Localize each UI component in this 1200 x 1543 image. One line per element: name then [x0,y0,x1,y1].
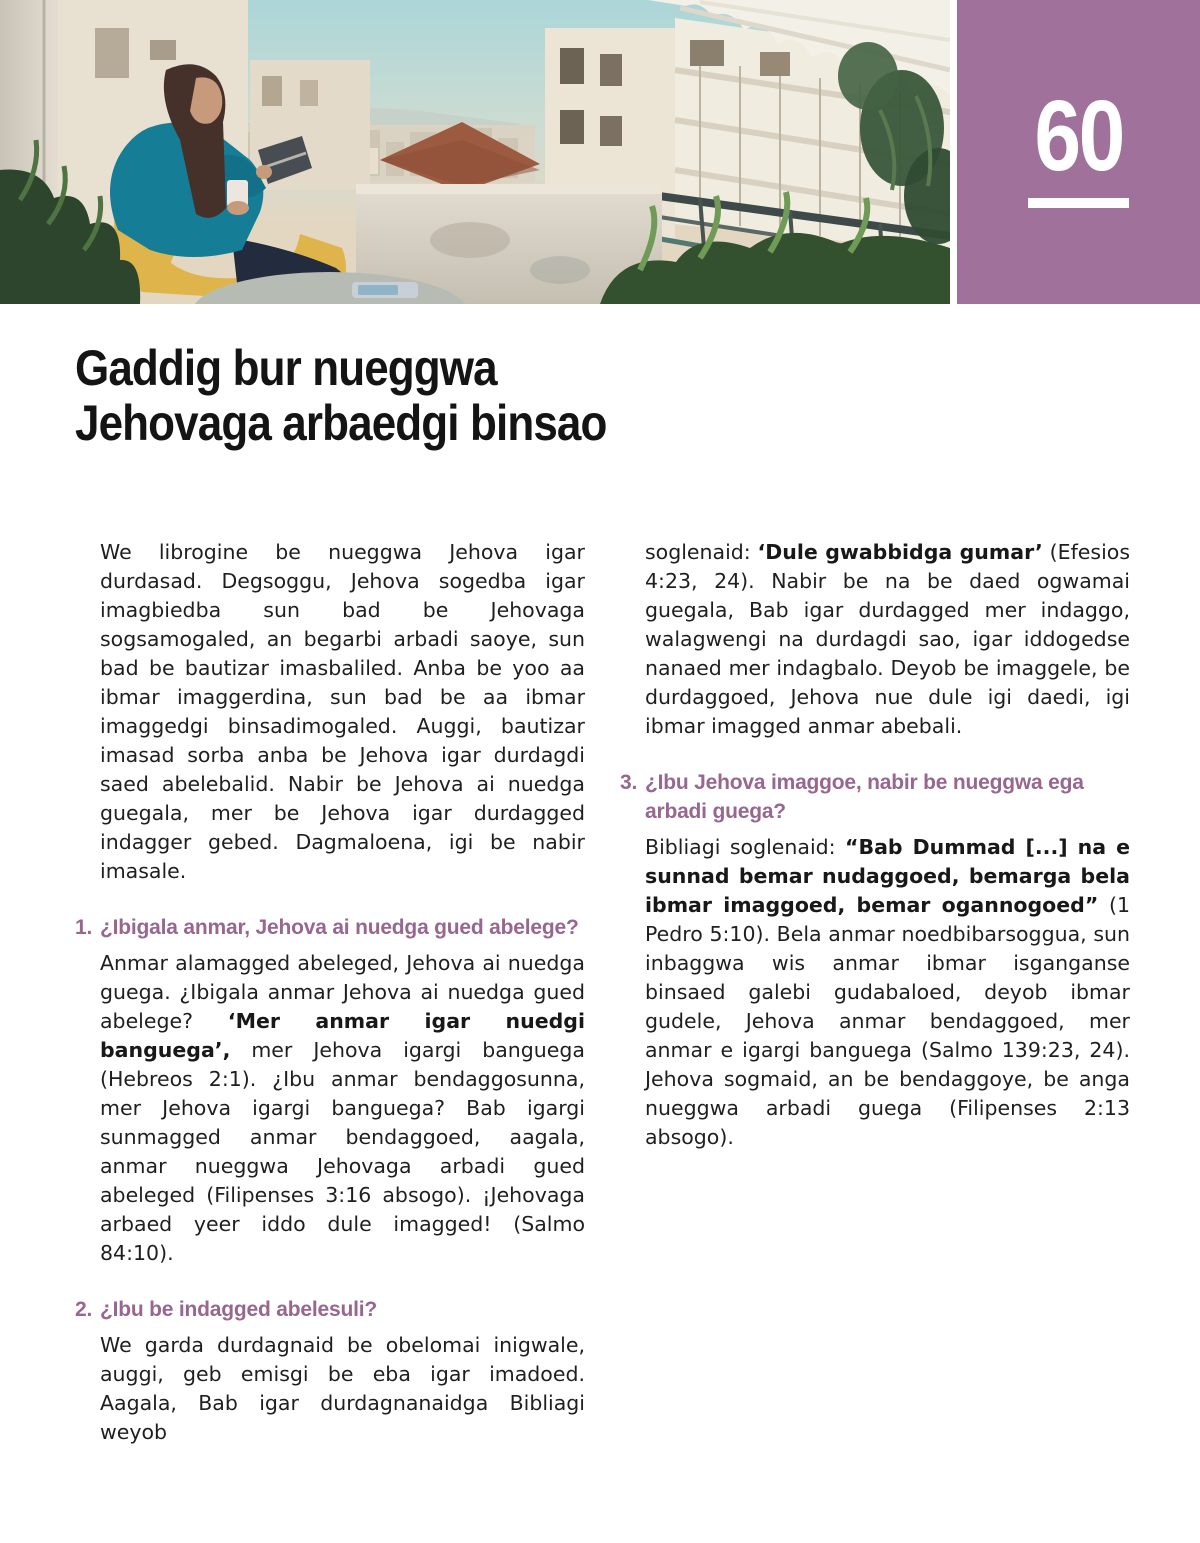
lesson-number-block [957,0,1200,304]
paragraph-text: soglenaid: [645,540,758,564]
question-heading [620,768,1130,826]
paragraph-text: We garda durdagnaid be obelomai inigwale, auggi, geb emisgi be eba igar imadoed. Aagala, Bab igar durdagnanaidga Bibliagi weyob [100,1333,585,1444]
question-text: ¿Ibu Jehova imaggoe, nabir be nueggwa ega arbadi guega? [645,771,1084,823]
page-title [75,341,607,451]
question-number: 2. [75,1298,93,1321]
paragraph-text: We librogine be nueggwa Jehova igar durdasad. Degsoggu, Jehova sogedba igar imagbiedba sun bad be Jehovaga sogsamogaled, an begarbi arbadi saoye, sun bad be bautizar imasbaliled. Anba be yoo aa ibmar imaggerdina, sun bad be aa ibmar imaggedgi binsadimogaled. Auggi, bautizar imasad sorba anba be Jehova igar durdagdi saed abelebalid. Nabir be Jehova ai nuedga guegala, mer be Jehova igar durdagged indagger gebed. Dagmaloena, igi be nabir imasale. [100,540,585,883]
question-heading [75,1295,585,1324]
page-title-line1: Gaddig bur nueggwa [75,340,497,396]
page-title-line2: Jehovaga arbaedgi binsao [75,395,607,451]
paragraph-text: (Efesios 4:23, 24). Nabir be na be daed ogwamai guegala, Bab igar durdagged mer indaggo, walagwengi na durdagdi sao, igar iddogedse nanaed mer indagbalo. Deyob be imaggele, be durdaggoed, Jehova nue dule igi daedi, igi ibmar imagged anmar abebali. [645,540,1130,738]
paragraph [620,538,1130,741]
paragraph [75,949,585,1268]
bold-scripture-quote: ‘Dule gwabbidga gumar’ [757,540,1043,564]
question-text: ¿Ibu be indagged abelesuli? [100,1298,377,1321]
lesson-number: 60 [1034,80,1123,192]
article-body [75,538,1131,1447]
paragraph [75,1331,585,1447]
paragraph-text: mer Jehova igargi banguega (Hebreos 2:1). ¿Ibu anmar bendaggosunna, mer Jehova igargi banguega? Bab igargi sunmagged anmar bendaggoed, aagala, anmar nueggwa Jehovaga arbadi gued abeleged (Filipenses 3:16 absogo). ¡Jehovaga arbaed yeer iddo dule imagged! (Salmo 84:10). [100,1038,585,1265]
right-column [620,538,1130,1447]
hero-photo-illustration [0,0,950,304]
question-heading [75,913,585,942]
paragraph [620,833,1130,1152]
hero-photo [0,0,950,304]
paragraph-text: (1 Pedro 5:10). Bela anmar noedbibarsoggua, sun inbaggwa wis anmar ibmar isganganse binsaed galebi gudabaloed, deyob ibmar gudele, Jehova anmar bendaggoed, mer anmar e igargi banguega (Salmo 139:23, 24). Jehova sogmaid, an be bendaggoye, be anga nueggwa arbadi guega (Filipenses 2:13 absogo). [645,893,1130,1149]
hero-header [0,0,1200,304]
paragraph [75,538,585,886]
bold-scripture-quote: ‘Mer anmar igar nuedgi banguega’, [100,1009,585,1062]
bold-scripture-quote: “Bab Dummad [...] na e sunnad bemar nudaggoed, bemarga bela ibmar imaggoed, bemar ogannogoed” [645,835,1130,917]
paragraph-text: Anmar alamagged abeleged, Jehova ai nuedga guega. ¿Ibigala anmar Jehova ai nuedga gued abelege? [100,951,585,1033]
lesson-number-underline [1028,198,1129,208]
paragraph-text: Bibliagi soglenaid: [645,835,845,859]
question-number: 3. [620,771,638,794]
question-number: 1. [75,916,93,939]
question-text: ¿Ibigala anmar, Jehova ai nuedga gued abelege? [100,916,579,939]
left-column [75,538,585,1447]
